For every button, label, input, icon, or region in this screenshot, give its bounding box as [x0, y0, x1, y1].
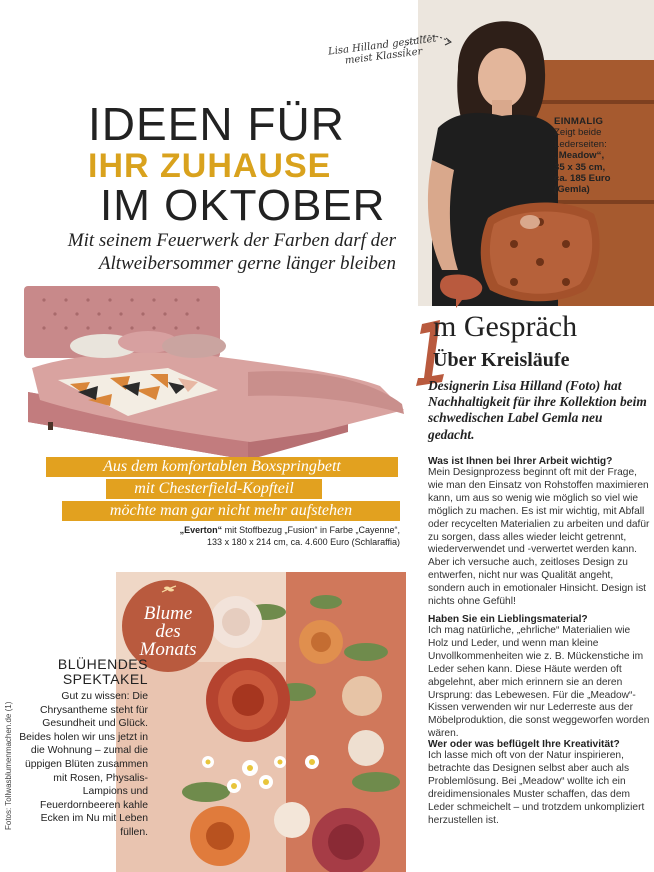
flower-title-line-1: BLÜHENDES — [57, 656, 148, 672]
cushion-product-line-2: 35 x 35 cm, — [554, 161, 606, 173]
headline-line-1: IDEEN FÜR — [88, 98, 345, 150]
sprig-icon — [160, 584, 178, 594]
bed-product-credit — [150, 524, 400, 548]
interview-question-1: Was ist Ihnen bei Ihrer Arbeit wichtig? — [428, 456, 613, 467]
photo-credit-text: Fotos: Tollwasblumenmachen.de (1) — [4, 701, 13, 830]
interview-answer-2: Ich mag natürliche, „ehrliche“ Materialien wie Holz und Leder, und wenn man kleine Unvollkommenheiten wie z. B. Mückenstiche im Leder sehen kann. Diese Häute werden oft abgelehnt, aber mich erinnern sie an deren Ursprung: das Lebewesen. Für die „Meadow“-Kissen verwenden wir nur Lederreste aus der Möbelproduktion, die sonst weggeworfen worden wären. — [428, 625, 650, 740]
cushion-caption — [554, 116, 650, 196]
badge-word-2: des — [155, 621, 181, 642]
bed-caption-line-2: mit Chesterfield-Kopfteil — [106, 479, 322, 499]
cushion-caption-text: Zeigt beide Lederseiten: — [554, 127, 607, 150]
cushion-product-line-3: ca. 185 Euro — [554, 173, 611, 185]
headline-line-3: IM OKTOBER — [100, 181, 386, 230]
flower-title-line-2: SPEKTAKEL — [62, 671, 148, 687]
bed-credit-line-2: 133 x 180 x 214 cm, ca. 4.600 Euro (Schlaraffia) — [207, 537, 400, 547]
flower-section-title — [14, 657, 148, 687]
bed-photo — [18, 282, 408, 474]
designer-handwritten-note: Lisa Hilland gestaltet meist Klassiker — [327, 33, 438, 67]
interview-answer-3: Ich lasse mich oft von der Natur inspirieren, betrachte das Designen selbst aber auch als Problemlösung. Bei „Meadow“ wollte ich ein dreidimensionales Muster schaffen, das dem Leder schmeichelt – und trotzdem unkompliziert herzustellen ist. — [428, 750, 645, 826]
interview-question-2: Haben Sie ein Lieblingsmaterial? — [428, 614, 588, 625]
headline-line-2: IHR ZUHAUSE — [88, 147, 332, 185]
bed-credit-name: „Everton“ — [179, 525, 223, 535]
cushion-caption-label: EINMALIG — [554, 116, 604, 127]
badge-word-3: Monats — [139, 639, 197, 660]
interview-intro: Designerin Lisa Hilland (Foto) hat Nachhaltigkeit für ihre Kollektion beim schwedischen Label Gemla neu gedacht. — [428, 378, 647, 442]
cushion-product-line-1: „Meadow“, — [554, 150, 605, 162]
photo-credit — [4, 700, 18, 830]
bed-credit-line-1 — [150, 524, 400, 536]
interview-headline: m Gespräch — [433, 310, 578, 343]
bed-credit-details: mit Stoffbezug „Fusion“ in Farbe „Cayenne“, — [222, 525, 400, 535]
interview-answer-1: Mein Designprozess beginnt oft mit der Frage, wie man den Einsatz von Rohstoffen maximieren kann, um aus so wenig wie möglich so viel wie möglich zu machen. Es ist mir wichtig, mit Abfall oder recycelten Materialien zu arbeiten und dafür zu sorgen, dass alles wieder leicht getrennt, wiederverwendet und -verwertet werden kann. Aber ich versuche auch, zeitloses Design zu entwerfen, nicht nur was Qualität angeht, sondern auch in emotionaler Hinsicht. Design ist nichts ohne Gefühl! — [428, 467, 650, 608]
bed-caption-line-1: Aus dem komfortablen Boxspringbett — [46, 457, 398, 477]
interview-question-3: Wer oder was beflügelt Ihre Kreativität? — [428, 739, 620, 750]
curved-arrow-icon — [400, 30, 456, 56]
cushion-product-line-4: (Gemla) — [554, 184, 590, 196]
bed-caption-line-3: möchte man gar nicht mehr aufstehen — [62, 501, 400, 521]
interview-subhead: Über Kreisläufe — [433, 349, 570, 371]
headline-subtitle: Mit seinem Feuerwerk der Farben darf der Altweibersommer gerne länger bleiben — [67, 230, 396, 274]
badge-word-1: Blume — [143, 603, 193, 624]
flower-section-body: Gut zu wissen: Die Chrysantheme steht für Gesundheit und Glück. Beides holen wir uns jetzt in die Wohnung – zumal die üppigen Blüten zusammen mit Rosen, Physalis-Lampions und Feuerdornbeeren kahle Ecken im Nu mit Leben füllen. — [19, 691, 148, 838]
